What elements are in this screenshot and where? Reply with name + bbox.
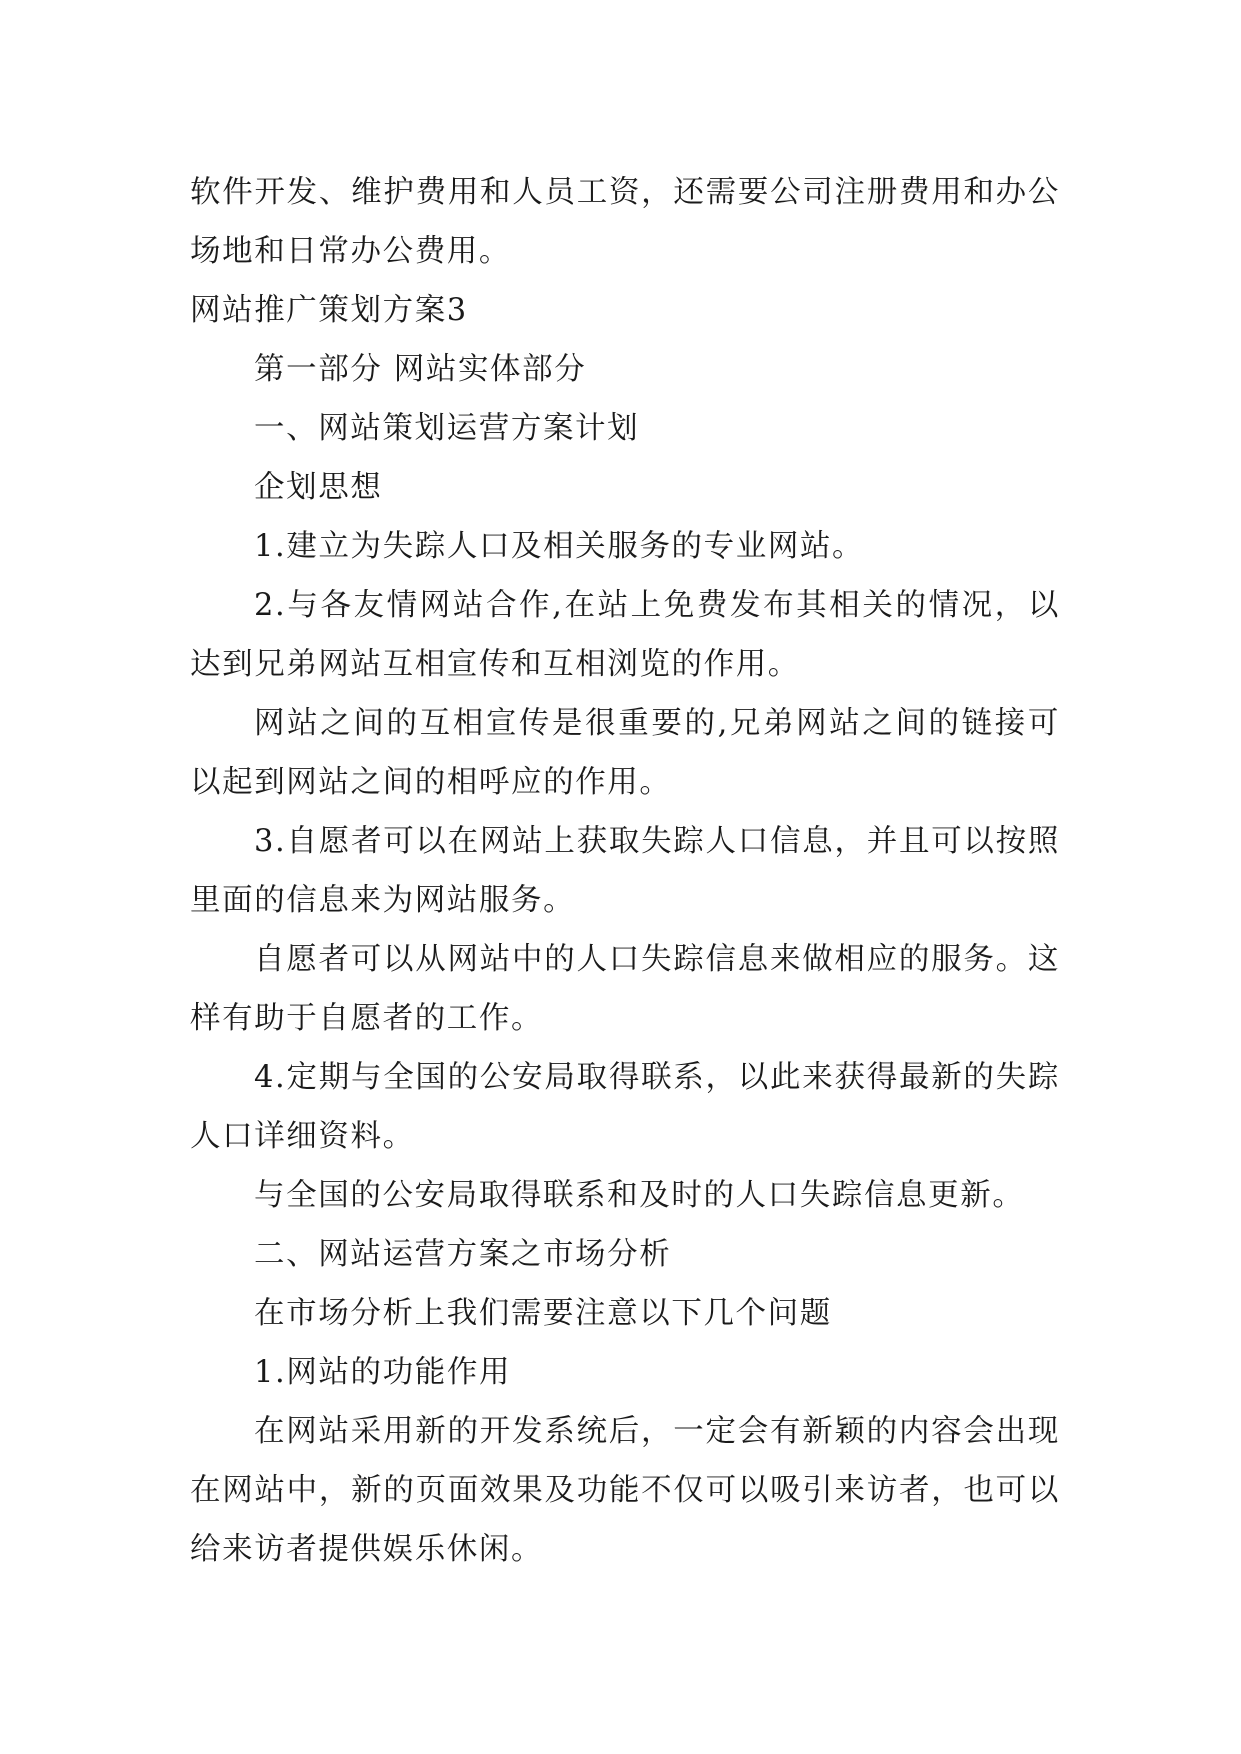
- paragraph-item-2: 2.与各友情网站合作,在站上免费发布其相关的情况，以达到兄弟网站互相宣传和互相浏览的作用。: [190, 588, 1060, 682]
- paragraph-item-4: 4.定期与全国的公安局取得联系，以此来获得最新的失踪人口详细资料。: [190, 1060, 1060, 1154]
- paragraph-item-4-detail: 与全国的公安局取得联系和及时的人口失踪信息更新。: [254, 1178, 1025, 1213]
- paragraph-market-item-1-detail: 在网站采用新的开发系统后，一定会有新颖的内容会出现在网站中，新的页面效果及功能不仅可以吸引来访者，也可以给来访者提供娱乐休闲。: [190, 1414, 1060, 1567]
- heading-plan: 一、网站策划运营方案计划: [254, 411, 640, 446]
- heading-concept: 企划思想: [254, 470, 383, 505]
- paragraph-market-intro: 在市场分析上我们需要注意以下几个问题: [254, 1296, 832, 1331]
- document-body: [190, 163, 1060, 1579]
- paragraph-1: 软件开发、维护费用和人员工资，还需要公司注册费用和办公场地和日常办公费用。: [190, 175, 1060, 269]
- section-title: 网站推广策划方案3: [190, 293, 468, 328]
- paragraph-item-1: 1.建立为失踪人口及相关服务的专业网站。: [254, 529, 865, 564]
- paragraph-market-item-1: 1.网站的功能作用: [254, 1355, 512, 1390]
- paragraph-item-2-detail: 网站之间的互相宣传是很重要的,兄弟网站之间的链接可以起到网站之间的相呼应的作用。: [190, 706, 1060, 800]
- paragraph-item-3: 3.自愿者可以在网站上获取失踪人口信息，并且可以按照里面的信息来为网站服务。: [190, 824, 1060, 918]
- heading-market-analysis: 二、网站运营方案之市场分析: [254, 1237, 672, 1272]
- part-heading: 第一部分 网站实体部分: [254, 352, 587, 387]
- paragraph-item-3-detail: 自愿者可以从网站中的人口失踪信息来做相应的服务。这样有助于自愿者的工作。: [190, 942, 1060, 1036]
